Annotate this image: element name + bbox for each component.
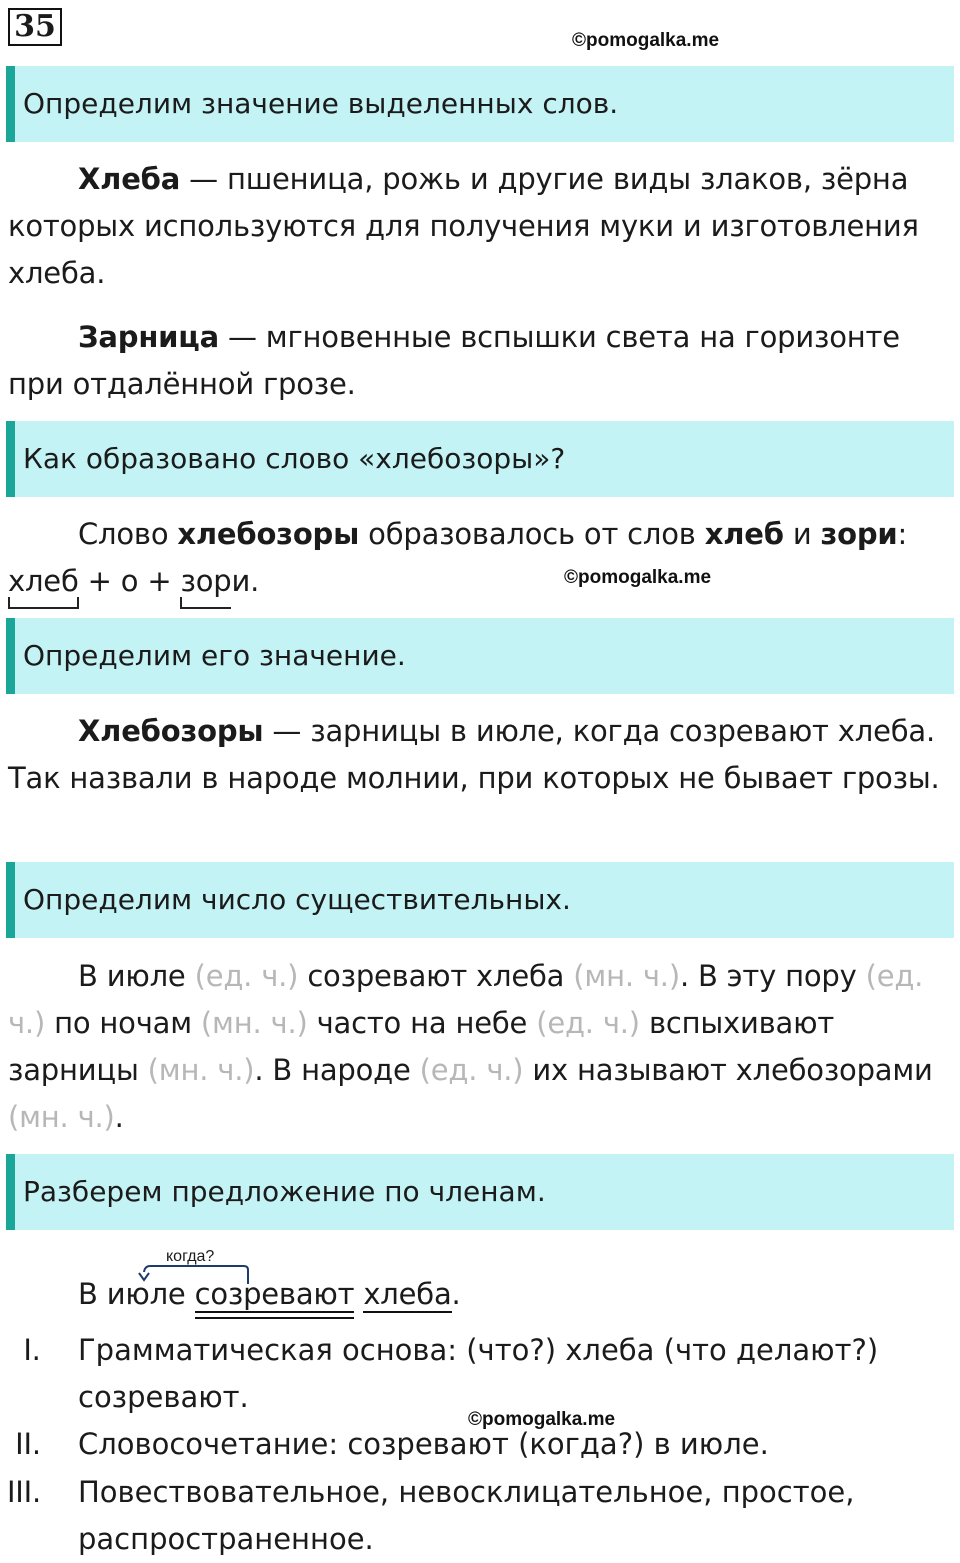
number-mark: (ед. ч.) xyxy=(8,959,924,1040)
definition-term: Зарница xyxy=(78,320,219,354)
sentence-text: В июле xyxy=(78,1277,195,1311)
definition-text: пшеница, рожь и другие виды злаков, зёрна которых используются для получения муки и изготовления хлеба. xyxy=(8,162,919,290)
morpheme-connector: + о + xyxy=(78,564,181,598)
watermark: ©pomogalka.me xyxy=(564,567,712,588)
number-mark: (мн. ч.) xyxy=(147,1053,255,1087)
sentence-text: В июле xyxy=(78,959,195,993)
definition-paragraph xyxy=(8,156,953,297)
question-label: когда? xyxy=(166,1248,215,1265)
section-heading: Определим значение выделенных слов. xyxy=(6,66,954,142)
sentence-text: . xyxy=(451,1277,461,1311)
meaning-paragraph xyxy=(8,708,953,802)
sentence-text: их называют хлебозорами xyxy=(523,1053,933,1087)
sentence-text xyxy=(354,1277,363,1311)
sentence-text: по ночам xyxy=(45,1006,201,1040)
formation-text: и xyxy=(783,517,821,551)
subject: хлеба xyxy=(363,1277,452,1311)
watermark: ©pomogalka.me xyxy=(468,1409,616,1430)
number-mark: (мн. ч.) xyxy=(8,1100,115,1134)
formation-word: хлебозоры xyxy=(177,517,360,551)
sentence-text: часто на небе xyxy=(307,1006,537,1040)
watermark: ©pomogalka.me xyxy=(572,30,720,51)
ending: и. xyxy=(231,564,260,598)
sentence-text: вспыхивают зарницы xyxy=(8,1006,835,1087)
dash: — xyxy=(180,162,227,196)
parsed-sentence xyxy=(8,1271,953,1318)
definition-paragraph xyxy=(8,314,953,408)
page-number: 35 xyxy=(8,8,62,46)
list-number: III. xyxy=(6,1475,42,1509)
dash: — xyxy=(218,320,266,354)
number-mark: (ед. ч.) xyxy=(419,1053,524,1087)
meaning-text: зарницы в июле, когда созревают хлеба. Так назвали в народе молнии, при которых не бывает грозы. xyxy=(8,714,940,795)
sentence-text: . В эту пору xyxy=(679,959,866,993)
number-mark: (мн. ч.) xyxy=(573,959,680,993)
number-paragraph xyxy=(8,953,953,1141)
formation-paragraph xyxy=(8,511,953,605)
section-heading: Определим число существительных. xyxy=(6,862,954,938)
formation-text: : xyxy=(897,517,908,551)
predicate: созревают xyxy=(194,1277,355,1311)
formation-text: Слово xyxy=(78,517,178,551)
sentence-text: . xyxy=(114,1100,124,1134)
list-item: Грамматическая основа: (что?) хлеба (что делают?) созревают. xyxy=(78,1333,879,1414)
dash: — xyxy=(263,714,311,748)
stem-mark: зор xyxy=(180,558,231,605)
list-number: II. xyxy=(15,1427,41,1461)
section-heading: Определим его значение. xyxy=(6,618,954,694)
number-mark: (ед. ч.) xyxy=(536,1006,640,1040)
section-heading: Как образовано слово «хлебозоры»? xyxy=(6,421,954,497)
definition-text: мгновенные вспышки света на горизонте при отдалённой грозе. xyxy=(8,320,900,401)
number-mark: (ед. ч.) xyxy=(194,959,299,993)
list-item: Словосочетание: созревают (когда?) в июле. xyxy=(78,1427,769,1461)
meaning-term: Хлебозоры xyxy=(78,714,264,748)
source-word: зори xyxy=(820,517,898,551)
list-number: I. xyxy=(23,1333,41,1367)
source-word: хлеб xyxy=(704,517,784,551)
sentence-text: . В народе xyxy=(254,1053,420,1087)
sentence-text: созревают хлеба xyxy=(298,959,574,993)
list-item: Повествовательное, невосклицательное, простое, распространенное. xyxy=(78,1475,855,1556)
definition-term: Хлеба xyxy=(78,162,181,196)
number-mark: (мн. ч.) xyxy=(200,1006,308,1040)
section-heading: Разберем предложение по членам. xyxy=(6,1154,954,1230)
stem-mark: хлеб xyxy=(8,558,79,605)
formation-text: образовалось от слов xyxy=(359,517,705,551)
